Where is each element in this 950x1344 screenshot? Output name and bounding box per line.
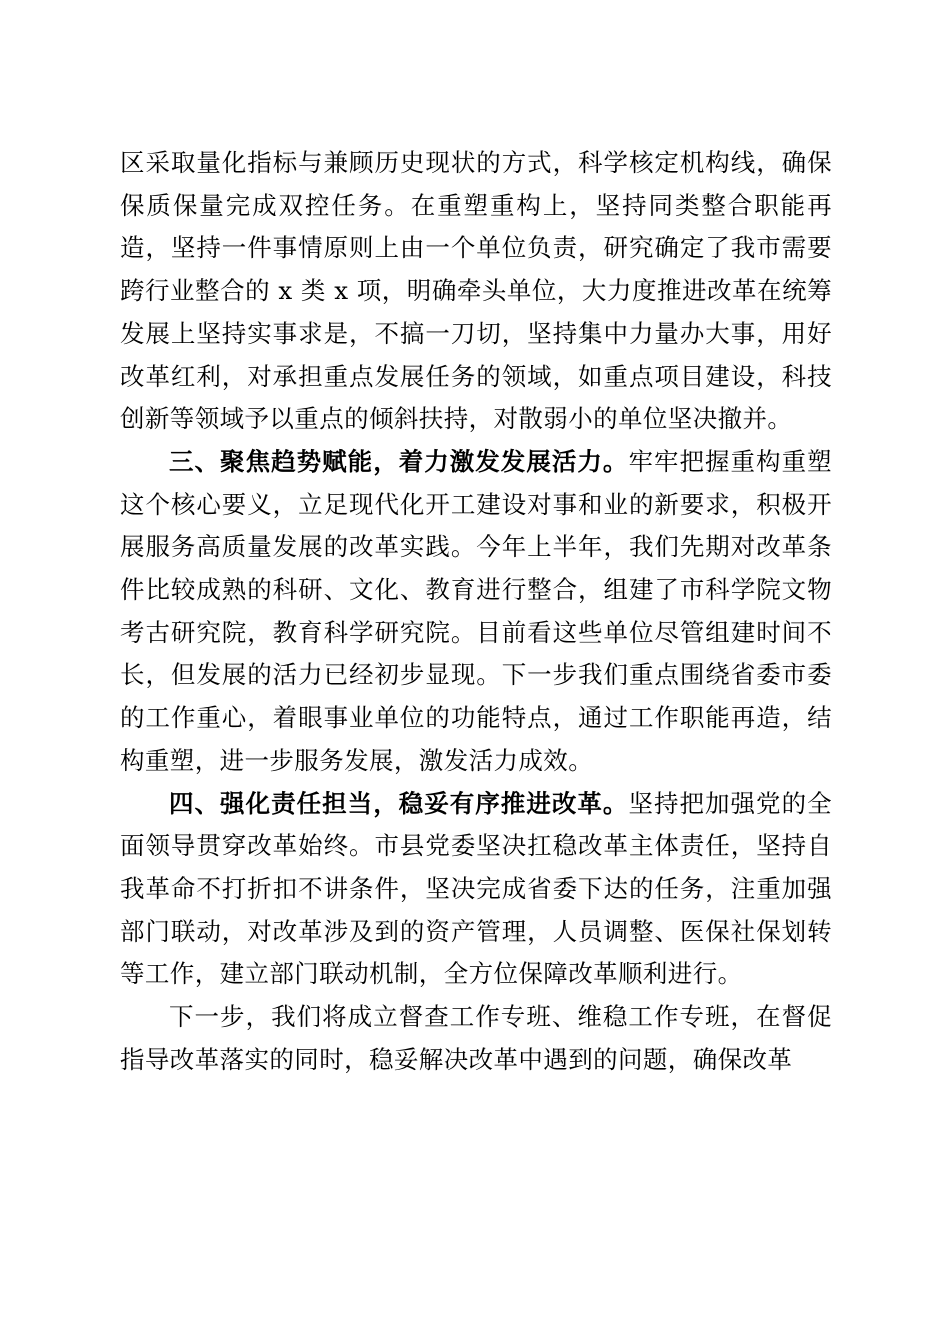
paragraph-section-three — [120, 441, 832, 783]
paragraph-continuation — [120, 142, 832, 441]
paragraph-section-four — [120, 783, 832, 997]
paragraph-body: 区采取量化指标与兼顾历史现状的方式，科学核定机构线，确保保质保量完成双控任务。在重塑重构上，坚持同类整合职能再造，坚持一件事情原则上由一个单位负责，研究确定了我市需要跨行业整合的 x 类 x 项，明确牵头单位，大力度推进改革在统筹发展上坚持实事求是，不搞一刀切，坚持集中力量办大事，用好改革红利，对承担重点发展任务的领域，如重点项目建设，科技创新等领域予以重点的倾斜扶持，对散弱小的单位坚决撤并。 — [120, 148, 832, 434]
section-three-heading: 三、聚焦趋势赋能，着力激发发展活力。 — [169, 446, 629, 476]
paragraph-next-step — [120, 996, 832, 1081]
section-four-heading: 四、强化责任担当，稳妥有序推进改革。 — [169, 788, 629, 818]
paragraph-body: 坚持把加强党的全面领导贯穿改革始终。市县党委坚决扛稳改革主体责任，坚持自我革命不打折扣不讲条件，坚决完成省委下达的任务，注重加强部门联动，对改革涉及到的资产管理，人员调整、医保社保划转等工作，建立部门联动机制，全方位保障改革顺利进行。 — [120, 788, 833, 989]
paragraph-body: 下一步，我们将成立督查工作专班、维稳工作专班，在督促指导改革落实的同时，稳妥解决改革中遇到的问题，确保改革 — [120, 1002, 832, 1074]
document-body — [120, 142, 832, 1081]
paragraph-body: 牢牢把握重构重塑这个核心要义，立足现代化开工建设对事和业的新要求，积极开展服务高质量发展的改革实践。今年上半年，我们先期对改革条件比较成熟的科研、文化、教育进行整合，组建了市科学院文物考古研究院，教育科学研究院。目前看这些单位尽管组建时间不长，但发展的活力已经初步显现。下一步我们重点围绕省委市委的工作重心，着眼事业单位的功能特点，通过工作职能再造，结构重塑，进一步服务发展，激发活力成效。 — [120, 446, 833, 775]
